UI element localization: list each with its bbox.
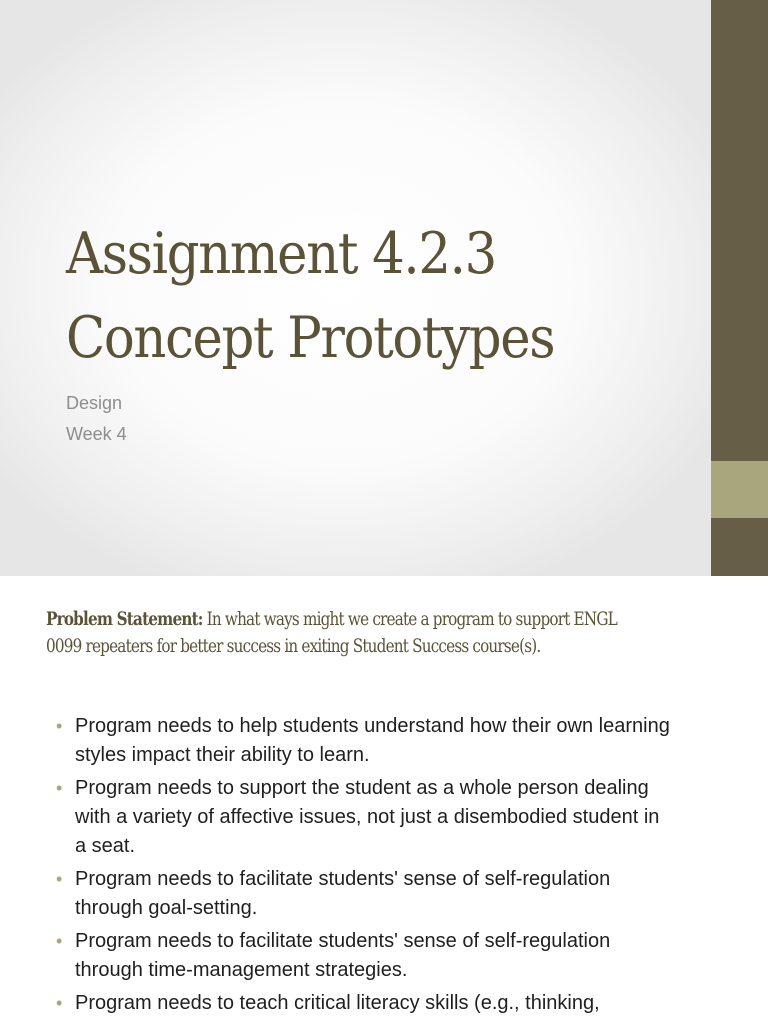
content-slide bbox=[0, 576, 768, 1024]
list-item-text: Program needs to facilitate students' sense of self-regulation through time-management strategies. bbox=[75, 930, 611, 981]
list-item-text: Program needs to support the student as a whole person dealing with a variety of affective issues, not just a disembodied student in a seat. bbox=[75, 777, 660, 857]
bullet-icon: • bbox=[56, 869, 63, 889]
list-item-text: Program needs to facilitate students' sense of self-regulation through goal-setting. bbox=[75, 868, 611, 919]
bullet-icon: • bbox=[56, 716, 63, 736]
requirements-list bbox=[56, 712, 676, 1022]
list-item bbox=[56, 927, 676, 985]
bullet-icon: • bbox=[56, 931, 63, 951]
decorative-side-accent bbox=[711, 461, 768, 518]
bullet-icon: • bbox=[56, 778, 63, 798]
problem-statement-lead: Problem Statement: bbox=[46, 608, 203, 630]
problem-statement bbox=[46, 606, 654, 660]
slide-title-line-2: Concept Prototypes bbox=[66, 305, 555, 371]
bullet-icon: • bbox=[56, 993, 63, 1013]
list-item bbox=[56, 989, 676, 1018]
slide-title bbox=[66, 212, 642, 380]
problem-statement-text: In what ways might we create a program to support ENGL 0099 repeaters for better success in exiting Student Success course(s). bbox=[46, 608, 617, 657]
slide-subtitle bbox=[66, 388, 127, 450]
list-item bbox=[56, 774, 676, 861]
subtitle-line-1: Design bbox=[66, 393, 123, 413]
subtitle-line-2: Week 4 bbox=[66, 424, 127, 444]
list-item bbox=[56, 865, 676, 923]
list-item-text: Program needs to teach critical literacy skills (e.g., thinking, bbox=[75, 992, 600, 1014]
list-item bbox=[56, 712, 676, 770]
slide-title-line-1: Assignment 4.2.3 bbox=[66, 221, 496, 287]
list-item-text: Program needs to help students understand how their own learning styles impact their ability to learn. bbox=[75, 715, 670, 766]
